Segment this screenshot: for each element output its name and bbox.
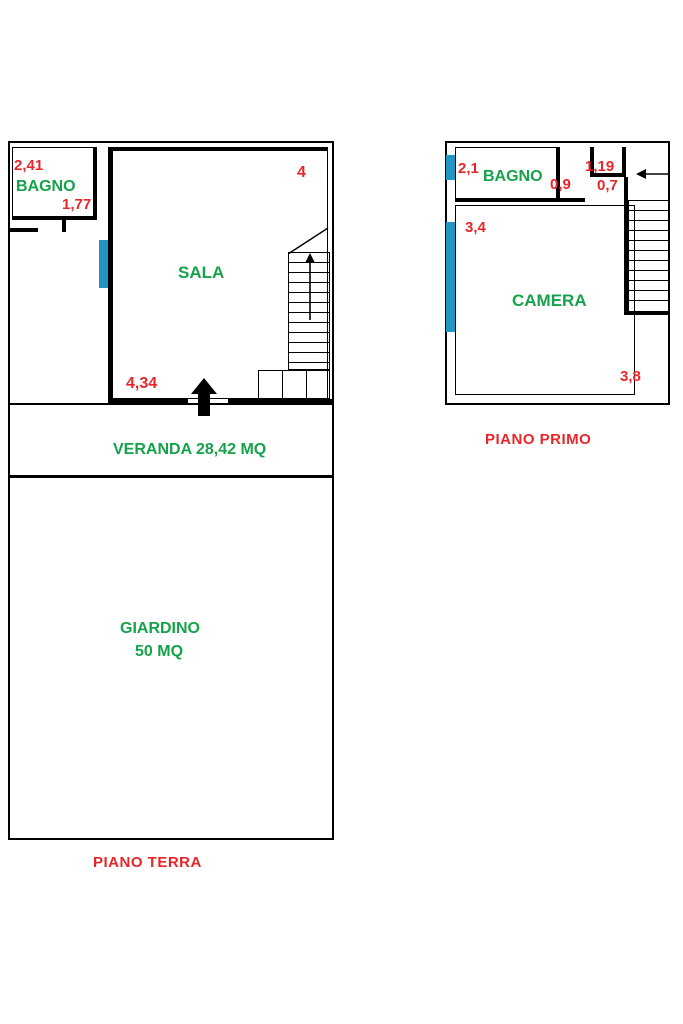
entrance-arrow [190, 378, 218, 416]
stair-step [628, 280, 670, 281]
room-label-giardino-area: 50 MQ [135, 643, 184, 660]
stairs-direction-arrow-first [635, 165, 669, 183]
dim-bagno-width-first: 2,1 [458, 160, 479, 177]
dim-sala-height: 4,34 [126, 375, 158, 392]
room-label-bagno-ground: BAGNO [16, 178, 76, 195]
room-label-bagno-first: BAGNO [483, 168, 543, 185]
bagno-wall-right [93, 147, 97, 219]
bagno-wall-bottom [12, 216, 97, 220]
entry-wall-left [8, 228, 38, 232]
corridoio-wall-right [622, 147, 626, 177]
stair-step [288, 342, 330, 343]
room-label-camera: CAMERA [512, 291, 587, 310]
dim-bagno-height-ground: 1,77 [62, 196, 92, 213]
stair-step [288, 352, 330, 353]
bagno-wall-right-first [556, 147, 560, 202]
sala-wall-bottom-right [228, 399, 334, 403]
stairs-wall-bottom-first [624, 311, 670, 315]
room-label-sala: SALA [178, 263, 225, 282]
stair-step [628, 260, 670, 261]
dim-bagno-depth-first: 0,9 [550, 176, 571, 193]
dim-camera-height: 3,4 [465, 219, 486, 236]
floor-title-ground: PIANO TERRA [93, 854, 202, 871]
window-camera-first [446, 222, 455, 332]
stairs-first [628, 200, 670, 315]
first-floor-plan [430, 0, 683, 460]
stair-step-landing [306, 370, 307, 399]
sala-wall-top [108, 147, 328, 151]
room-label-veranda: VERANDA 28,42 MQ [113, 441, 267, 458]
dim-camera-width: 3,8 [620, 368, 641, 385]
window-bagno-ground [99, 240, 108, 288]
room-label-giardino: GIARDINO [120, 620, 200, 637]
stair-step [288, 332, 330, 333]
bagno-wall-bottom-first [455, 198, 585, 202]
floor-title-first: PIANO PRIMO [485, 431, 592, 448]
sala-wall-bottom-left [108, 399, 188, 403]
stair-step [628, 230, 670, 231]
dim-corridoio-depth: 0,7 [597, 177, 618, 194]
stair-step [628, 300, 670, 301]
ground-floor-plan [0, 0, 360, 900]
stair-step [628, 290, 670, 291]
stair-step [628, 220, 670, 221]
dim-sala-width: 4 [297, 164, 306, 181]
stair-step [288, 322, 330, 323]
stair-landing-ground [258, 370, 330, 399]
dim-corridoio-width: 1,19 [585, 158, 615, 175]
stairs-direction-arrow [302, 252, 318, 320]
veranda-outline [8, 403, 334, 477]
stair-step [628, 270, 670, 271]
dim-bagno-width-ground: 2,41 [14, 157, 44, 174]
stair-step [288, 362, 330, 363]
bagno-door-jamb [62, 216, 66, 232]
stair-step [628, 240, 670, 241]
stairs-wall-left-first [624, 177, 628, 315]
window-bagno-first [446, 155, 455, 180]
sala-wall-left [108, 147, 112, 403]
stair-step-landing [282, 370, 283, 399]
stair-step [628, 210, 670, 211]
stair-step [628, 250, 670, 251]
